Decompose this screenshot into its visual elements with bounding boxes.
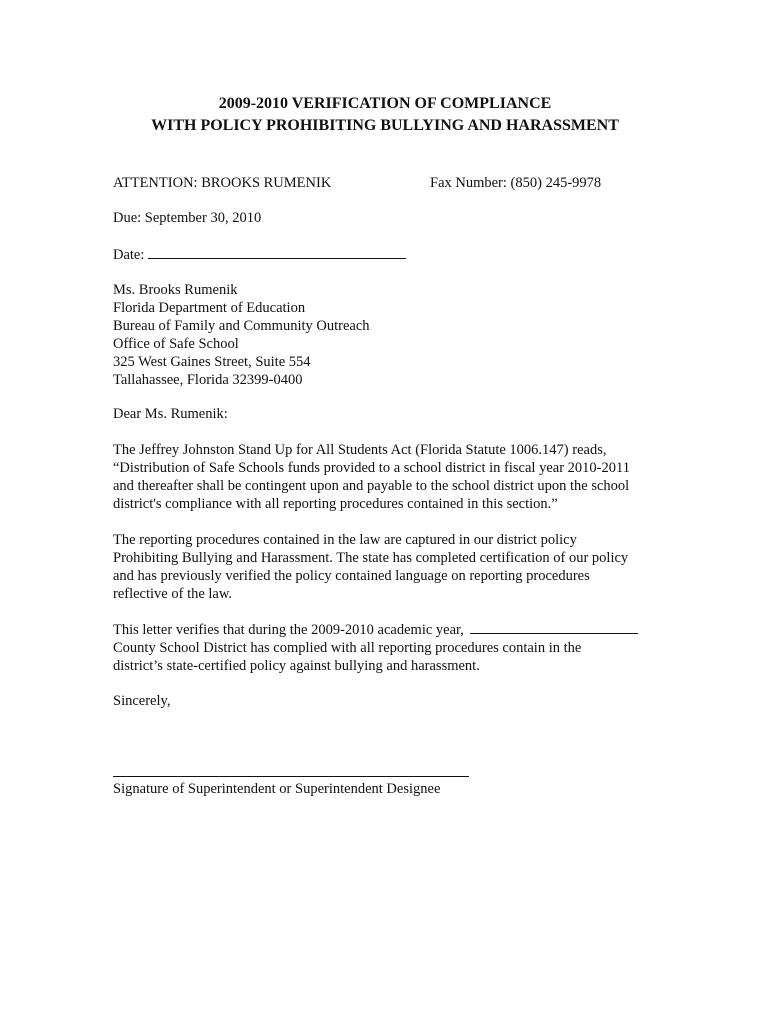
paragraph-line: County School District has complied with all reporting procedures contain in the [113,640,582,656]
paragraph-line [113,620,638,639]
document-title-line-2: WITH POLICY PROHIBITING BULLYING AND HARASSMENT [151,117,619,134]
paragraph-line: Prohibiting Bullying and Harassment. The state has completed certification of our policy [113,550,629,566]
recipient-address [113,281,370,389]
signature-caption: Signature of Superintendent or Superintendent Designee [113,781,441,797]
salutation: Dear Ms. Rumenik: [113,406,228,422]
due-date: Due: September 30, 2010 [113,210,262,226]
address-line: Office of Safe School [113,336,239,352]
address-line: Ms. Brooks Rumenik [113,282,238,298]
paragraph-statute [113,441,630,513]
attention-line: ATTENTION: BROOKS RUMENIK [113,175,332,191]
paragraph-line: reflective of the law. [113,586,233,602]
paragraph-line: The Jeffrey Johnston Stand Up for All Students Act (Florida Statute 1006.147) reads, [113,442,607,458]
date-line [113,245,406,264]
address-line: Bureau of Family and Community Outreach [113,318,370,334]
fax-number: Fax Number: (850) 245-9978 [430,175,602,191]
address-line: Tallahassee, Florida 32399-0400 [113,372,303,388]
closing: Sincerely, [113,693,171,709]
address-line: Florida Department of Education [113,300,306,316]
date-blank-field[interactable] [148,245,406,259]
date-label: Date: [113,247,145,263]
verification-text: This letter verifies that during the 2009-2010 academic year, [113,622,464,638]
paragraph-line: and has previously verified the policy contained language on reporting procedures [113,568,590,584]
paragraph-line: district’s state-certified policy against bullying and harassment. [113,658,480,674]
document-title-line-1: 2009-2010 VERIFICATION OF COMPLIANCE [218,95,552,112]
paragraph-reporting [113,531,628,603]
paragraph-line: and thereafter shall be contingent upon and payable to the school district upon the school [113,478,630,494]
paragraph-line: “Distribution of Safe Schools funds provided to a school district in fiscal year 2010-2011 [113,460,630,476]
paragraph-line: district's compliance with all reporting procedures contained in this section.” [113,496,558,512]
district-blank-field[interactable] [470,620,638,634]
paragraph-line: The reporting procedures contained in the law are captured in our district policy [113,532,577,548]
paragraph-verification [113,620,638,675]
signature-line[interactable] [113,776,469,777]
address-line: 325 West Gaines Street, Suite 554 [113,354,311,370]
